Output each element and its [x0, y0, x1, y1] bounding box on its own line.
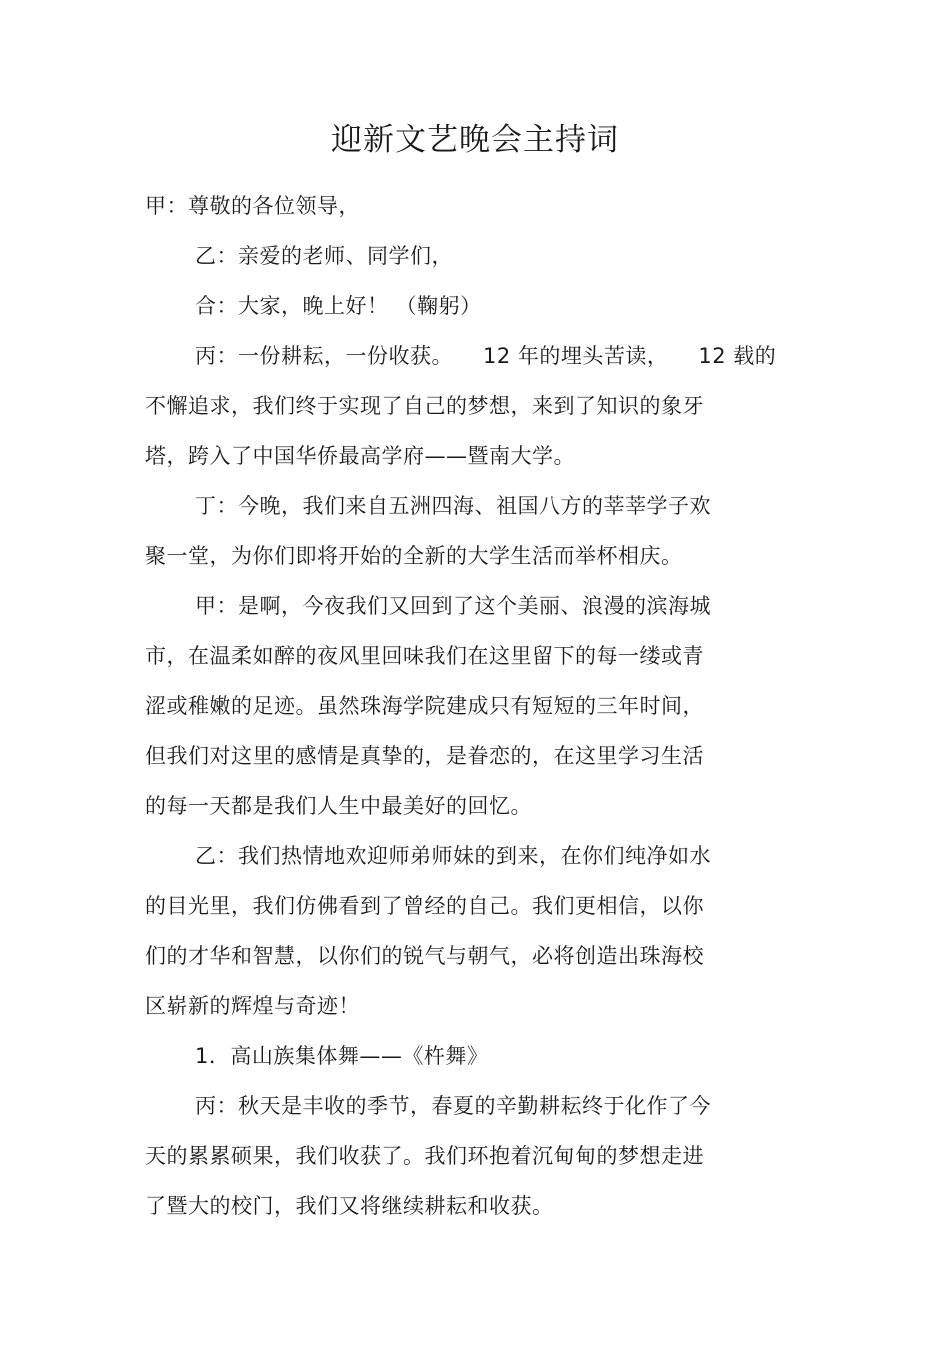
paragraph-line: 甲：是啊，今夜我们又回到了这个美丽、浪漫的滨海城	[195, 594, 711, 618]
paragraph-line: 天的累累硕果，我们收获了。我们环抱着沉甸甸的梦想走进	[145, 1144, 704, 1168]
paragraph-line: 区崭新的辉煌与奇迹！	[145, 994, 360, 1018]
paragraph-line: 丁：今晚，我们来自五洲四海、祖国八方的莘莘学子欢	[195, 494, 711, 518]
paragraph-line: 乙：亲爱的老师、同学们，	[195, 244, 453, 268]
paragraph-line-segment: 12 年的埋头苦读，	[483, 344, 669, 368]
paragraph-line: 塔，跨入了中国华侨最高学府——暨南大学。	[145, 444, 575, 468]
paragraph-line: 乙：我们热情地欢迎师弟师妹的到来，在你们纯净如水	[195, 844, 711, 868]
paragraph-line: 了暨大的校门，我们又将继续耕耘和收获。	[145, 1194, 554, 1218]
document-title: 迎新文艺晚会主持词	[331, 122, 619, 158]
paragraph-line-segment: 丙：一份耕耘，一份收获。	[195, 344, 453, 368]
program-item: 1．高山族集体舞——《杵舞》	[195, 1044, 489, 1068]
paragraph-line-segment: 12 载的	[698, 344, 777, 368]
paragraph-line: 甲：尊敬的各位领导，	[145, 194, 360, 218]
paragraph-line: 们的才华和智慧，以你们的锐气与朝气，必将创造出珠海校	[145, 944, 704, 968]
paragraph-line: 的目光里，我们仿佛看到了曾经的自己。我们更相信，以你	[145, 894, 704, 918]
paragraph-line: 合：大家，晚上好！ （鞠躬）	[195, 294, 482, 318]
paragraph-line: 不懈追求，我们终于实现了自己的梦想，来到了知识的象牙	[145, 394, 704, 418]
paragraph-line: 聚一堂，为你们即将开始的全新的大学生活而举杯相庆。	[145, 544, 683, 568]
paragraph-line: 市，在温柔如醉的夜风里回味我们在这里留下的每一缕或青	[145, 644, 704, 668]
paragraph-line: 但我们对这里的感情是真挚的，是眷恋的，在这里学习生活	[145, 744, 704, 768]
paragraph-line	[195, 341, 776, 371]
paragraph-line: 涩或稚嫩的足迹。虽然珠海学院建成只有短短的三年时间，	[145, 694, 704, 718]
paragraph-line: 丙：秋天是丰收的季节，春夏的辛勤耕耘终于化作了今	[195, 1094, 711, 1118]
paragraph-line: 的每一天都是我们人生中最美好的回忆。	[145, 794, 532, 818]
